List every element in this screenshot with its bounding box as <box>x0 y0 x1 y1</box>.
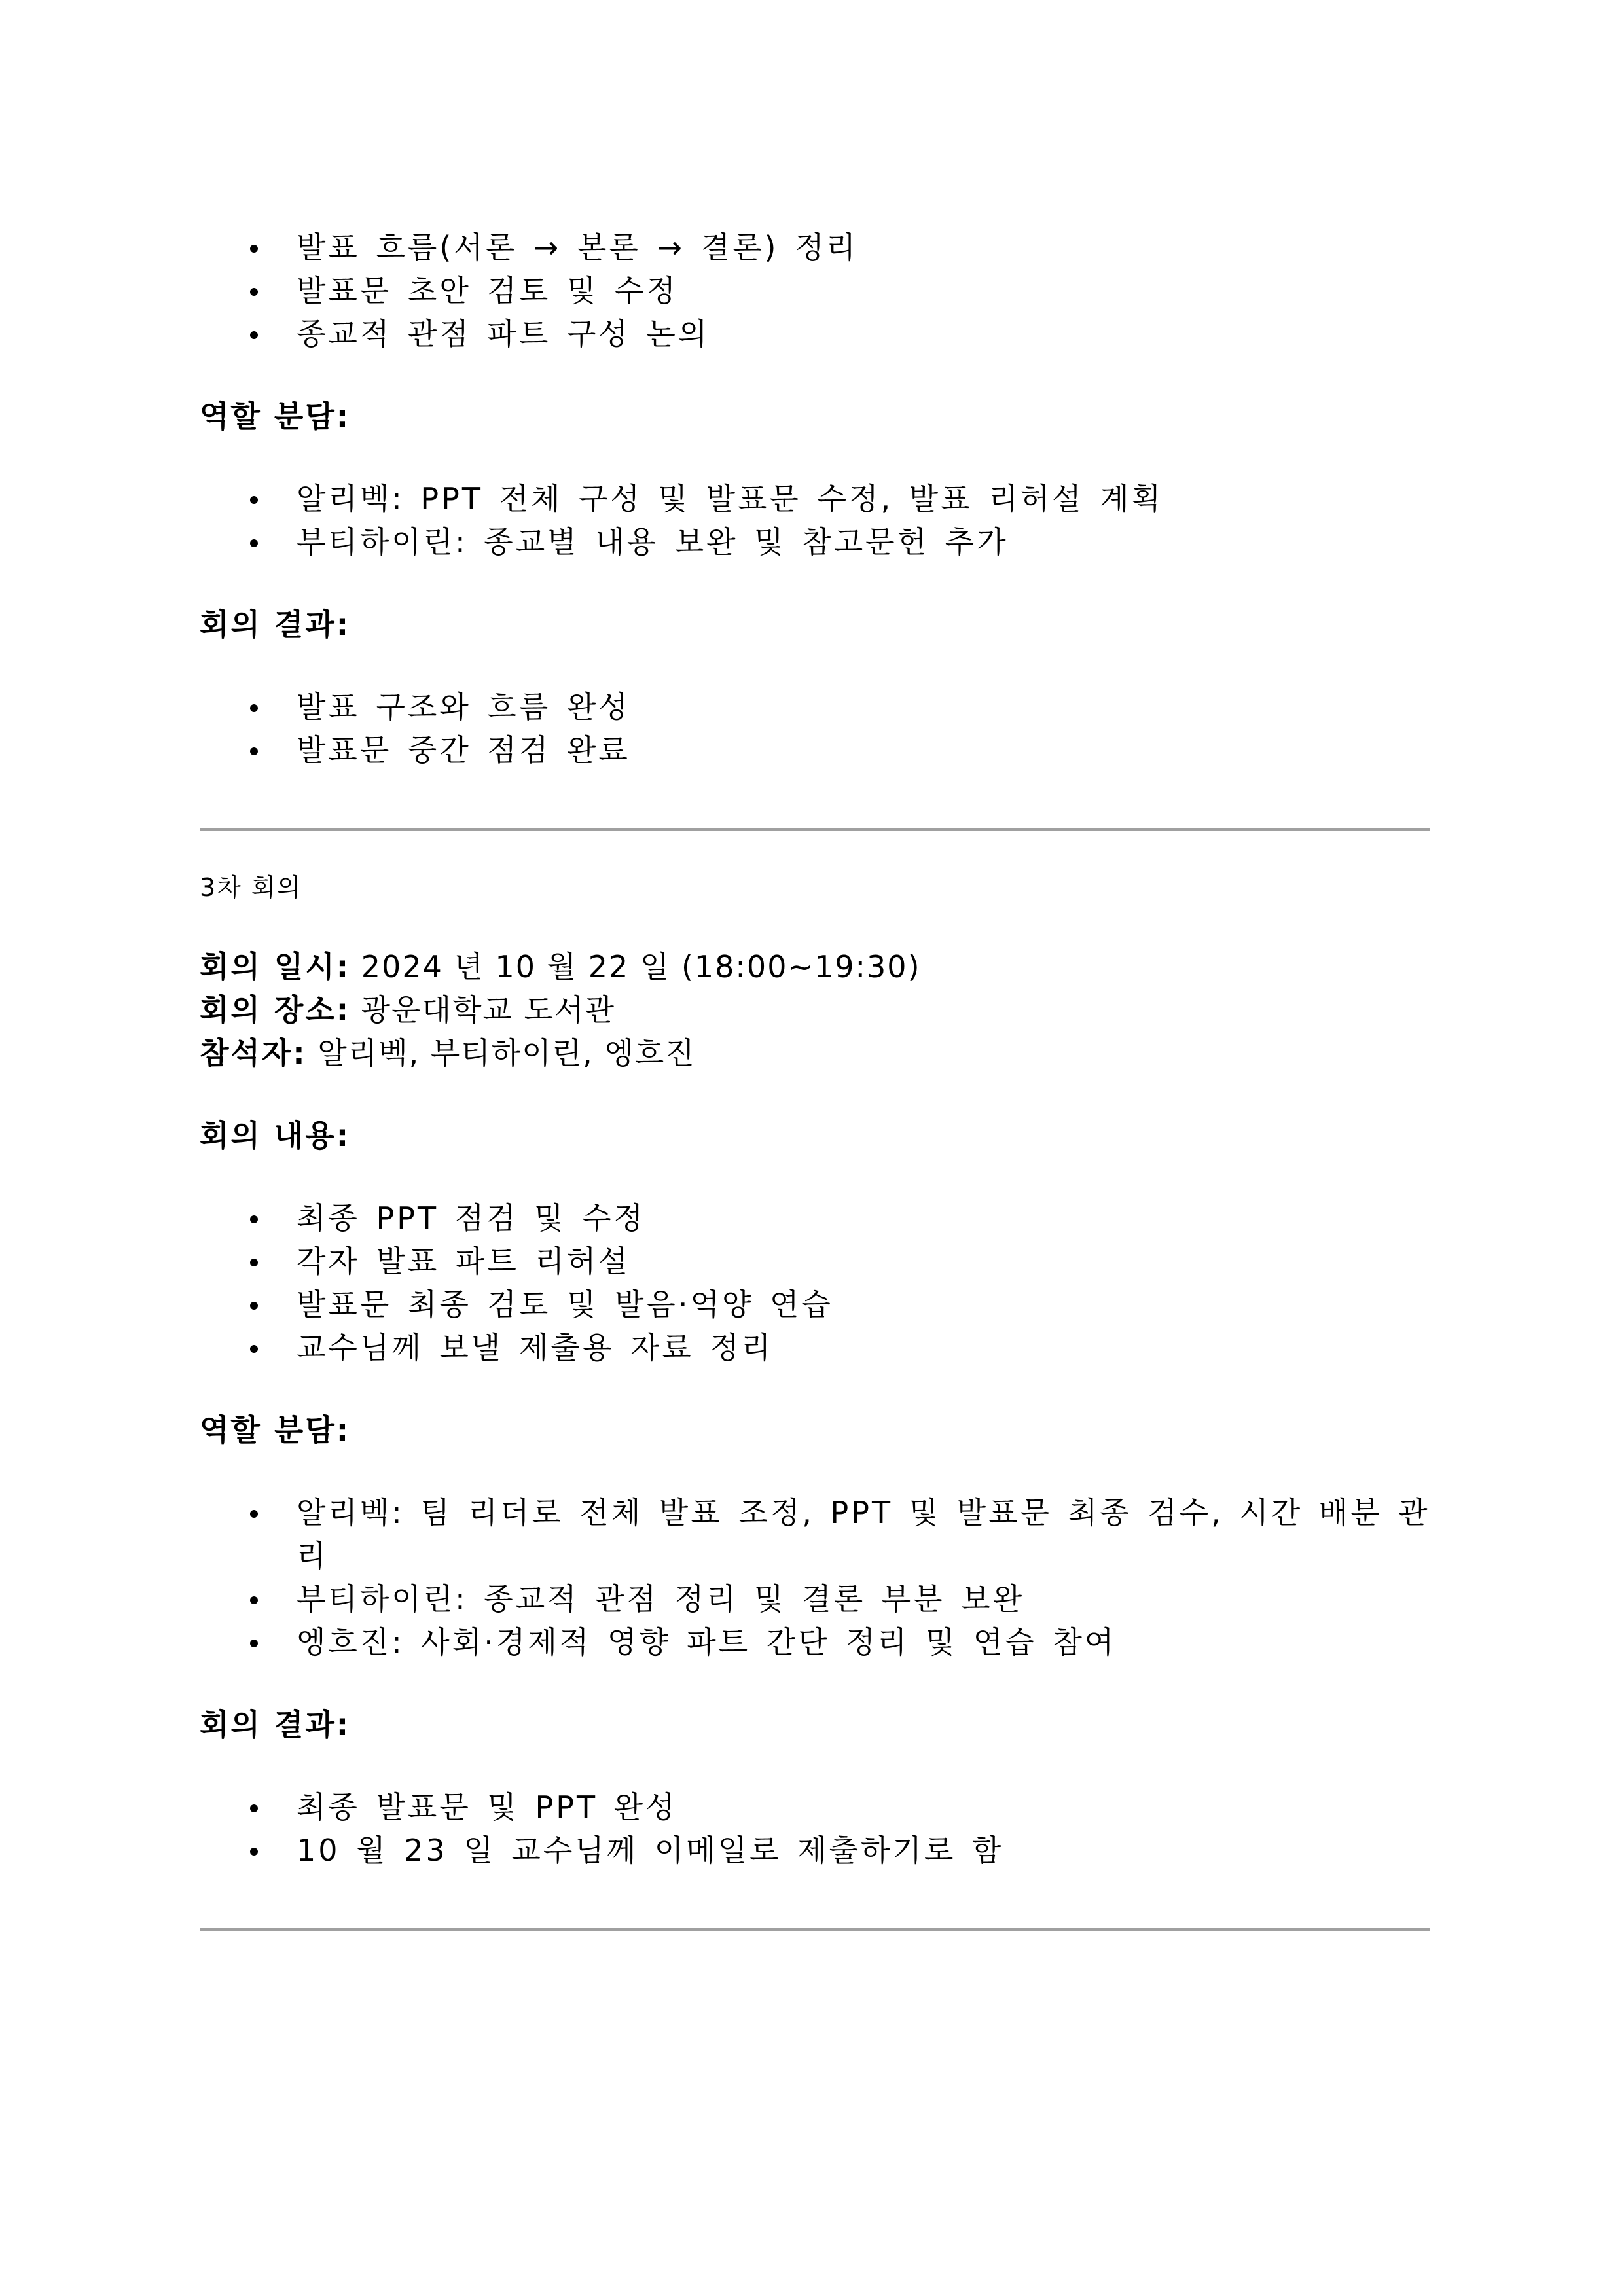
list-item: 부티하이린: 종교별 내용 보완 및 참고문헌 추가 <box>200 520 1430 564</box>
meeting3-roles-list <box>200 1491 1430 1664</box>
meeting3-attendees-value: 알리벡, 부티하이린, 엥흐진 <box>317 1035 696 1071</box>
list-item: 종교적 관점 파트 구성 논의 <box>200 312 1430 355</box>
meeting3-content-heading: 회의 내용: <box>200 1118 351 1153</box>
list-item: 교수님께 보낼 제출용 자료 정리 <box>200 1326 1430 1369</box>
meeting3-place-label: 회의 장소: <box>200 992 351 1028</box>
meeting3-date-line <box>200 945 1430 988</box>
list-item: 알리벡: 팀 리더로 전체 발표 조정, PPT 및 발표문 최종 검수, 시간 배분 관리 <box>200 1491 1430 1577</box>
meeting3-date-label: 회의 일시: <box>200 949 351 984</box>
meeting3-date-value: 2024 년 10 월 22 일 (18:00~19:30) <box>361 949 921 984</box>
document-content <box>200 226 1430 1931</box>
meeting3-title: 3차 회의 <box>200 873 302 902</box>
list-item: 각자 발표 파트 리허설 <box>200 1240 1430 1283</box>
meeting2-roles-heading: 역할 분담: <box>200 399 351 434</box>
meeting2-roles-list <box>200 477 1430 564</box>
list-item: 발표 구조와 흐름 완성 <box>200 685 1430 728</box>
meeting3-agenda-list <box>200 1196 1430 1369</box>
meeting2-results-list <box>200 685 1430 772</box>
list-item: 부티하이린: 종교적 관점 정리 및 결론 부분 보완 <box>200 1577 1430 1621</box>
meeting3-attendees-label: 참석자: <box>200 1035 307 1071</box>
meeting3-roles-heading: 역할 분담: <box>200 1412 351 1448</box>
meeting3-results-heading: 회의 결과: <box>200 1707 351 1742</box>
list-item: 발표문 최종 검토 및 발음·억양 연습 <box>200 1283 1430 1326</box>
meeting2-results-heading: 회의 결과: <box>200 607 351 642</box>
meeting3-place-line <box>200 988 1430 1031</box>
meeting2-agenda-list <box>200 226 1430 355</box>
meeting3-attendees-line <box>200 1031 1430 1075</box>
list-item: 발표 흐름(서론 → 본론 → 결론) 정리 <box>200 226 1430 269</box>
list-item: 최종 발표문 및 PPT 완성 <box>200 1785 1430 1829</box>
list-item: 알리벡: PPT 전체 구성 및 발표문 수정, 발표 리허설 계획 <box>200 477 1430 520</box>
meeting3-place-value: 광운대학교 도서관 <box>361 992 615 1028</box>
list-item: 최종 PPT 점검 및 수정 <box>200 1196 1430 1240</box>
section-divider <box>200 1928 1430 1931</box>
meeting3-results-list <box>200 1785 1430 1872</box>
list-item: 10 월 23 일 교수님께 이메일로 제출하기로 함 <box>200 1829 1430 1872</box>
list-item: 발표문 초안 검토 및 수정 <box>200 269 1430 312</box>
list-item: 엥흐진: 사회·경제적 영향 파트 간단 정리 및 연습 참여 <box>200 1621 1430 1664</box>
list-item: 발표문 중간 점검 완료 <box>200 728 1430 772</box>
